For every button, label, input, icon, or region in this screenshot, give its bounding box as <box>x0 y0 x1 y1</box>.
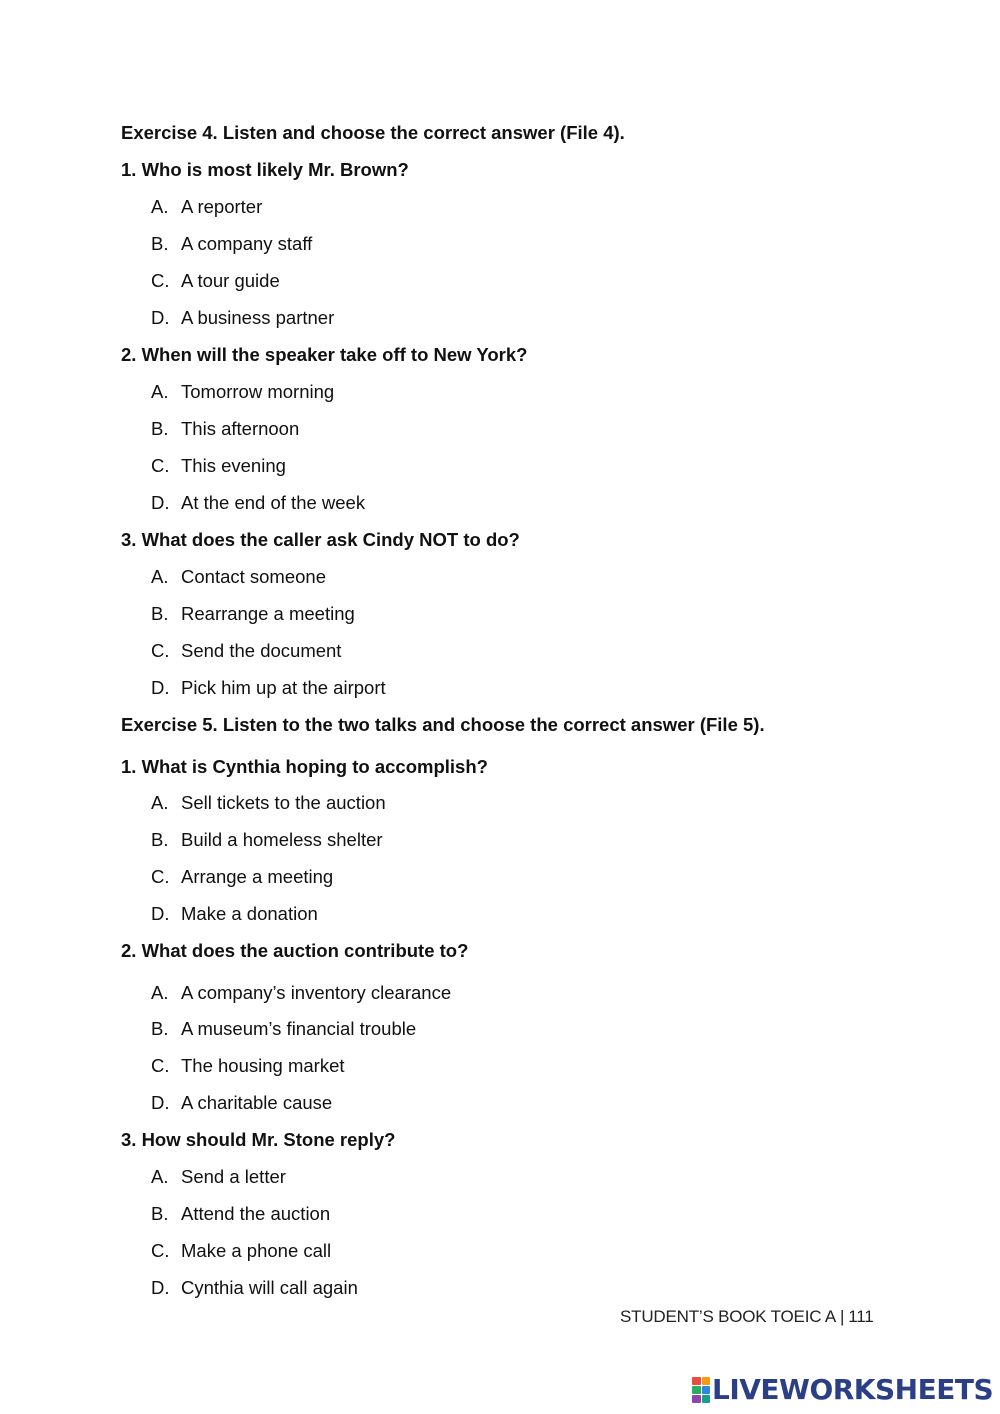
option-text: Make a donation <box>181 903 318 924</box>
page-number: 111 <box>848 1307 874 1326</box>
answer-option[interactable] <box>151 1239 331 1263</box>
option-letter: D. <box>151 307 170 328</box>
option-text: Arrange a meeting <box>181 866 334 887</box>
option-text: Attend the auction <box>181 1203 331 1224</box>
option-text: This evening <box>181 455 286 476</box>
option-text: A business partner <box>181 307 335 328</box>
option-letter: B. <box>151 1018 169 1039</box>
question-text: 2. What does the auction contribute to? <box>121 940 469 961</box>
option-letter: B. <box>151 418 169 439</box>
option-letter: C. <box>151 866 170 887</box>
option-letter: B. <box>151 1203 169 1224</box>
option-text: Sell tickets to the auction <box>181 792 386 813</box>
exercise-4-title: Exercise 4. Listen and choose the correct answer (File 4). <box>121 122 625 143</box>
option-text: Rearrange a meeting <box>181 603 355 624</box>
answer-option[interactable] <box>151 1017 416 1041</box>
option-text: A company staff <box>181 233 313 254</box>
option-letter: D. <box>151 677 170 698</box>
answer-option[interactable] <box>151 491 365 515</box>
logo-text: LIVEWORKSHEETS <box>712 1373 994 1406</box>
question-text: 1. Who is most likely Mr. Brown? <box>121 159 409 180</box>
option-letter: C. <box>151 640 170 661</box>
option-letter: A. <box>151 1166 169 1187</box>
option-text: A museum’s financial trouble <box>181 1018 417 1039</box>
answer-option[interactable] <box>151 828 383 852</box>
answer-option[interactable] <box>151 306 334 330</box>
option-text: Send a letter <box>181 1166 286 1187</box>
question-text: 3. How should Mr. Stone reply? <box>121 1129 396 1150</box>
option-letter: D. <box>151 492 170 513</box>
option-letter: D. <box>151 903 170 924</box>
question-text: 1. What is Cynthia hoping to accomplish? <box>121 756 488 777</box>
option-letter: A. <box>151 792 169 813</box>
option-text: A tour guide <box>181 270 280 291</box>
option-letter: C. <box>151 1240 170 1261</box>
question-text: 2. When will the speaker take off to New York? <box>121 344 528 365</box>
option-letter: B. <box>151 603 169 624</box>
answer-option[interactable] <box>151 902 318 926</box>
answer-option[interactable] <box>151 417 299 441</box>
option-letter: C. <box>151 270 170 291</box>
option-letter: C. <box>151 455 170 476</box>
option-letter: B. <box>151 829 169 850</box>
option-letter: A. <box>151 982 169 1003</box>
option-letter: B. <box>151 233 169 254</box>
option-letter: A. <box>151 196 169 217</box>
page-footer <box>620 1306 874 1328</box>
option-text: This afternoon <box>181 418 300 439</box>
answer-option[interactable] <box>151 565 326 589</box>
option-text: A reporter <box>181 196 263 217</box>
answer-option[interactable] <box>151 981 451 1005</box>
liveworksheets-logo[interactable] <box>692 1374 993 1406</box>
answer-option[interactable] <box>151 676 386 700</box>
answer-option[interactable] <box>151 232 312 256</box>
option-letter: A. <box>151 566 169 587</box>
answer-option[interactable] <box>151 380 334 404</box>
answer-option[interactable] <box>151 1091 332 1115</box>
option-letter: D. <box>151 1092 170 1113</box>
option-text: Contact someone <box>181 566 327 587</box>
option-letter: D. <box>151 1277 170 1298</box>
option-letter: C. <box>151 1055 170 1076</box>
answer-option[interactable] <box>151 602 355 626</box>
answer-option[interactable] <box>151 1054 345 1078</box>
answer-option[interactable] <box>151 865 333 889</box>
answer-option[interactable] <box>151 269 280 293</box>
answer-option[interactable] <box>151 1165 286 1189</box>
question-text: 3. What does the caller ask Cindy NOT to do? <box>121 529 520 550</box>
option-letter: A. <box>151 381 169 402</box>
option-text: A charitable cause <box>181 1092 333 1113</box>
answer-option[interactable] <box>151 1276 358 1300</box>
answer-option[interactable] <box>151 791 386 815</box>
option-text: The housing market <box>181 1055 345 1076</box>
option-text: Send the document <box>181 640 342 661</box>
option-text: Make a phone call <box>181 1240 332 1261</box>
exercise-5-title: Exercise 5. Listen to the two talks and choose the correct answer (File 5). <box>121 714 765 735</box>
option-text: Pick him up at the airport <box>181 677 386 698</box>
book-title: STUDENT’S BOOK TOEIC A <box>620 1307 837 1326</box>
answer-option[interactable] <box>151 639 341 663</box>
option-text: Build a homeless shelter <box>181 829 383 850</box>
option-text: Cynthia will call again <box>181 1277 358 1298</box>
option-text: Tomorrow morning <box>181 381 335 402</box>
answer-option[interactable] <box>151 195 262 219</box>
option-text: A company’s inventory clearance <box>181 982 452 1003</box>
liveworksheets-logo-icon <box>692 1377 710 1403</box>
answer-option[interactable] <box>151 1202 330 1226</box>
footer-separator: | <box>840 1307 845 1326</box>
option-text: At the end of the week <box>181 492 366 513</box>
answer-option[interactable] <box>151 454 286 478</box>
